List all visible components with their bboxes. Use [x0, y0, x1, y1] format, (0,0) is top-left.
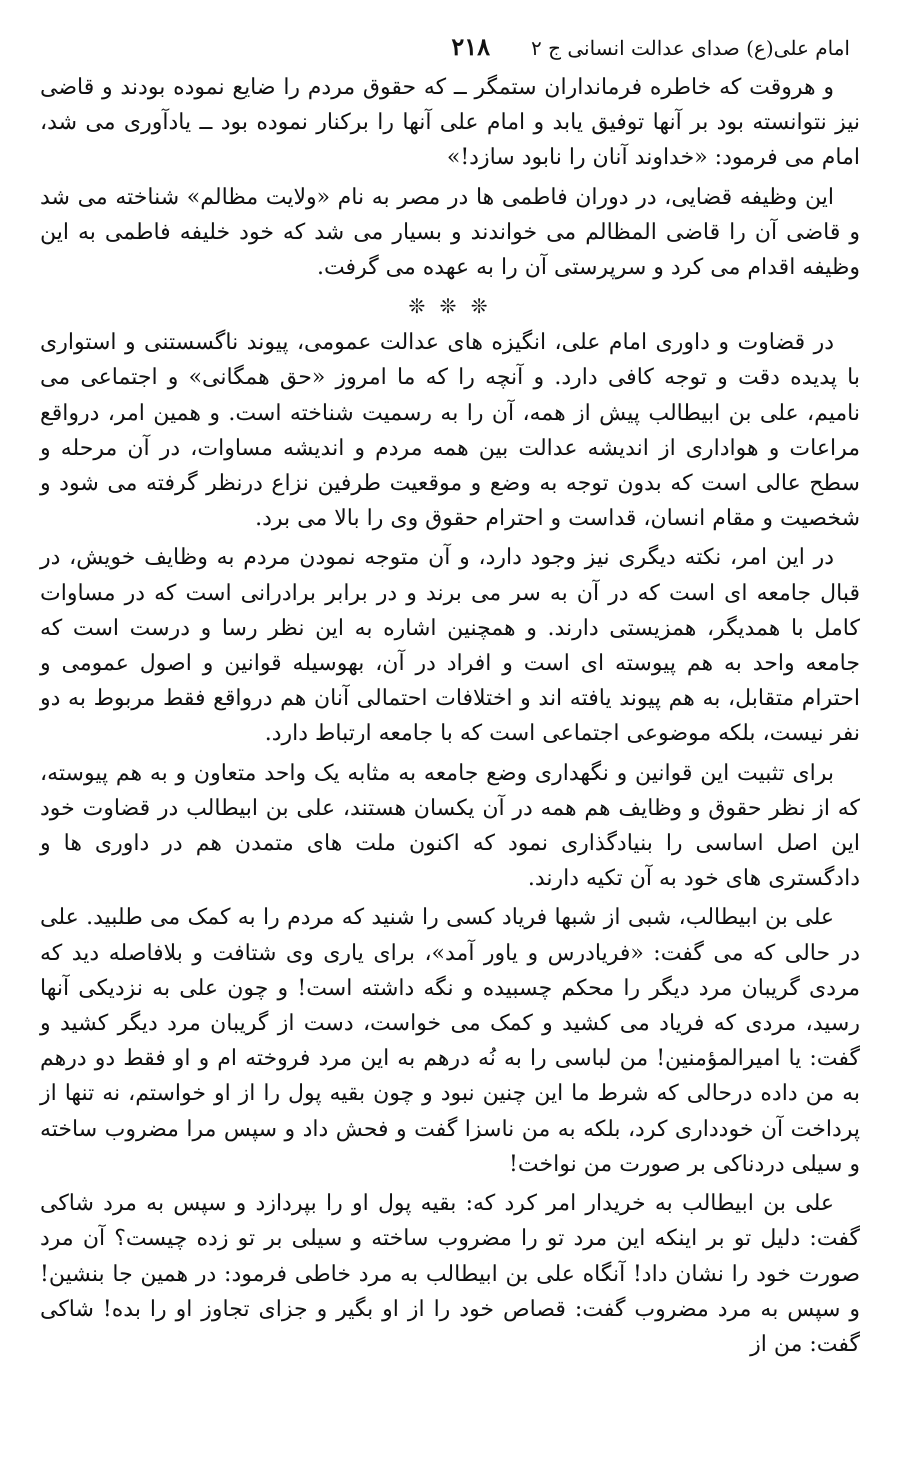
section-separator: ❊ ❊ ❊: [408, 294, 492, 319]
paragraph-5: برای تثبیت این قوانین و نگهداری وضع جامعه به مثابه یک واحد متعاون و به هم پیوسته، که از نظر حقوق و وظایف هم همه در آن یکسان هستند، علی بن ابیطالب در قضاوت خود این اصل اساسی را بنیادگذاری نمود که اکنون ملت های متمدن هم در داوری ها و دادگستری های خود به آن تکیه دارند.: [40, 760, 860, 892]
book-title: امام علی(ع) صدای عدالت انسانی ج ۲: [530, 36, 850, 60]
paragraph-4: در این امر، نکته دیگری نیز وجود دارد، و آن متوجه نمودن مردم به وظایف خویش، در قبال جامعه ای است که در آن به سر می برند و در برابر برادرانی است که در مساوات کامل با همدیگر، همزیستی دارند. و همچنین اشاره به این نظر رسا و درست است که جامعه واحد به هم پیوسته ای است و افراد در آن، بهوسیله قوانین و اصول عمومی و احترام متقابل، به هم پیوند یافته اند و اختلافات احتمالی آنان هم درواقع فقط مربوط به دو نفر نیست، بلکه موضوعی اجتماعی است که با جامعه ارتباط دارد.: [40, 545, 860, 747]
paragraph-1: و هروقت که خاطره فرمانداران ستمگر ــ که حقوق مردم را ضایع نموده بودند و قاضی نیز نتوانسته بود بر آنها توفیق یابد و امام علی آنها را برکنار نموده بود ــ یادآوری می شد، امام می فرمود: «خداوند آنان را نابود سازد!»: [40, 75, 860, 171]
paragraph-2: این وظیفه قضایی، در دوران فاطمی ها در مصر به نام «ولایت مظالم» شناخته می شد و قاضی آن را قاضی المظالم می خواندند و بسیار می شد که خود خلیفه فاطمی به این وظیفه اقدام می کرد و سرپرستی آن را به عهده می گرفت.: [40, 184, 860, 281]
paragraph-6: علی بن ابیطالب، شبی از شبها فریاد کسی را شنید که مردم را به کمک می طلبید. علی در حالی که می گفت: «فریادرس و یاور آمد»، برای یاری وی شتافت و بلافاصله دید که مردی گریبان مرد دیگر را محکم چسبیده و نگه داشته است! و چون علی به نزدیکی آنها رسید، مردی که فریاد می کشید و کمک می خواست، دست از گریبان مرد دیگر کشید و گفت: یا امیرالمؤمنین! من لباسی را به نُه درهم به این مرد فروخته ام و او فقط دو درهم به من داده درحالی که شرط ما این چنین نبود و چون بقیه پول را از او خواستم، نه تنها از پرداخت آن خودداری کرد، بلکه به من ناسزا گفت و فحش داد و سپس مرا مضروب ساخته و سیلی دردناکی بر صورت من نواخت!: [40, 905, 860, 1177]
paragraph-3: در قضاوت و داوری امام علی، انگیزه های عدالت عمومی، پیوند ناگسستنی و استواری با پدیده دقت و توجه کافی دارد. و آنچه را که ما امروز «حق همگانی» و اجتماعی می نامیم، علی بن ابیطالب پیش از همه، آن را به رسمیت شناخته است. و همین امر، درواقع مراعات و هواداری از اندیشه عدالت بین همه مردم و اندیشه مساوات، در آن مرحله و سطح عالی است که بدون توجه به وضع و موقعیت طرفین نزاع درنظر گرفته می شود و شخصیت و مقام انسان، قداست و احترام حقوق وی را بالا می برد.: [40, 330, 860, 532]
book-page: [40, 30, 860, 1459]
page-number: ۲۱۸: [451, 32, 490, 61]
running-header: [40, 30, 860, 70]
paragraph-7: علی بن ابیطالب به خریدار امر کرد که: بقیه پول او را بپردازد و سپس به مرد شاکی گفت: دلیل تو بر اینکه این مرد تو را مضروب ساخته و سیلی بر تو زده چیست؟ آن مرد صورت خود را نشان داد! آنگاه علی بن ابیطالب به مرد خاطی فرمود: در همین جا بنشین! و سپس به مرد مضروب گفت: قصاص خود را از او بگیر و جزای تجاوز او را بده! شاکی گفت: من از: [40, 1191, 860, 1357]
body-text: [40, 70, 860, 1362]
